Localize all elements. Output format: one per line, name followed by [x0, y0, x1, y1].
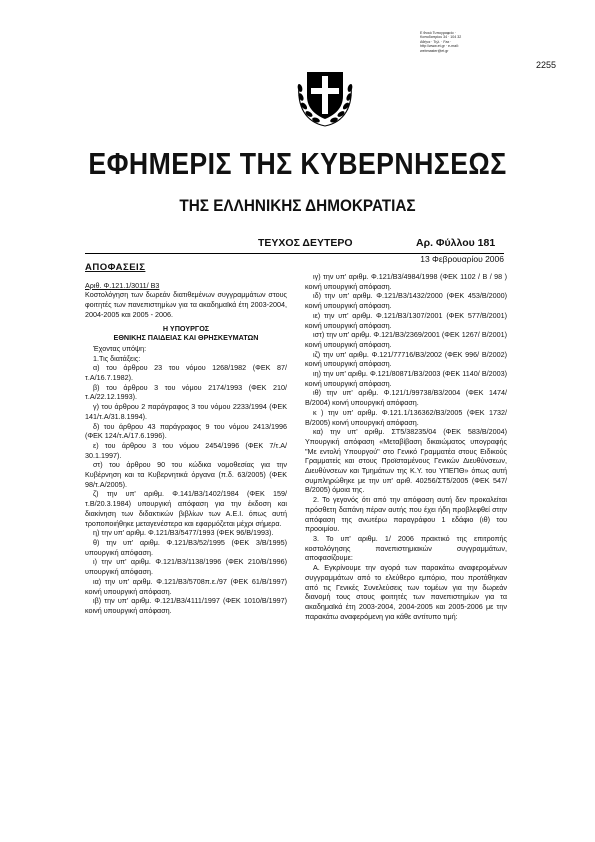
- right-paragraph: ιζ) την υπ' αριθμ. Φ.121/77716/Β3/2002 (ΦΕΚ 996/ Β/2002) κοινή υπουργική απόφαση.: [305, 349, 507, 369]
- section-heading: ΑΠΟΦΑΣΕΙΣ: [85, 262, 146, 273]
- left-paragraph: στ) του άρθρου 90 του κώδικα νομοθεσίας για την Κυβέρνηση και τα Κυβερνητικά όργανα (π.δ. 63/2005) (ΦΕΚ 98/τ.Α/2005).: [85, 460, 287, 489]
- sheet-number: [416, 237, 495, 249]
- authority-ministry: ΕΘΝΙΚΗΣ ΠΑΙΔΕΙΑΣ ΚΑΙ ΘΡΗΣΚΕΥΜΑΤΩΝ: [113, 333, 259, 343]
- right-paragraph: ιγ) την υπ' αριθμ. Φ.121/Β3/4984/1998 (ΦΕΚ 1102 / Β / 98 ) κοινή υπουργική απόφαση.: [305, 272, 507, 291]
- left-paragraph: ε) του άρθρου 3 του νόμου 2454/1996 (ΦΕΚ 7/τ.Α/ 30.1.1997).: [85, 440, 287, 460]
- gazette-title: ΕΦΗΜΕΡΙΣ ΤΗΣ ΚΥΒΕΡΝΗΣΕΩΣ: [88, 146, 507, 181]
- left-paragraph: ια) την υπ' αριθμ. Φ.121/Β3/5708π.ε./97 (ΦΕΚ 61/Β/1997) κοινή υπουργική απόφαση.: [85, 576, 287, 596]
- left-paragraph: δ) του άρθρου 43 παράγραφος 9 του νόμου 2413/1996 (ΦΕΚ 124/τ.Α/17.6.1996).: [85, 421, 287, 441]
- left-paragraph: Έχοντας υπόψη:: [93, 343, 147, 353]
- right-paragraph: ιδ) την υπ' αριθμ. Φ.121/Β3/1432/2000 (ΦΕΚ 453/Β/2000) κοινή υπουργική απόφαση.: [305, 291, 507, 311]
- left-paragraph: ζ) την υπ' αριθμ. Φ.141/Β3/1402/1984 (ΦΕΚ 159/ τ.Β/20.3.1984) υπουργική απόφαση για την έκδοση και διακίνηση των διδακτικών βιβλίων των Α.Ε.Ι. όπως αυτή τροποποιήθηκε μεταγενέστερα και εφαρμόζεται μέχρι σήμερα.: [85, 489, 287, 528]
- left-paragraph: θ) την υπ' αριθμ. Φ.121/Β3/52/1995 (ΦΕΚ 3/Β/1995) υπουργική απόφαση.: [85, 537, 287, 557]
- left-paragraph: β) του άρθρου 3 του νόμου 2174/1993 (ΦΕΚ 210/ τ.Α/22.12.1993).: [85, 382, 287, 402]
- sheet-number-value: 181: [477, 237, 496, 249]
- right-paragraph: Α. Εγκρίνουμε την αγορά των παρακάτω αναφερομένων συγγραμμάτων από το ελεύθερο εμπόριο, που προτάθηκαν από τις Γενικές Συνελεύσεις των τομέων για την δωρεάν διανομή τους στους φοιτητές των πανεπιστημίων για τα ακαδημαϊκά έτη 2003-2004, 2004-2005 και 2005-2006 με την παρακάτω αναφερόμενη για κάθε αντίτυπο τιμή:: [305, 563, 507, 621]
- left-paragraph: 1.Τις διατάξεις:: [93, 353, 141, 363]
- left-paragraph: η) την υπ' αριθμ. Φ.121/Β3/5477/1993 (ΦΕΚ 96/Β/1993).: [93, 528, 274, 538]
- right-column: [305, 272, 507, 621]
- left-paragraph: ιβ) την υπ' αριθμ. Φ.121/Β3/4111/1997 (ΦΕΚ 1010/Β/1997) κοινή υπουργική απόφαση.: [85, 596, 287, 615]
- publisher-note: Ε θνικό Τυπογραφείο · Καποδιστρίου 34 · 104 32 Αθήνα · Τηλ. · Fax · http://www.et.gr · e-mail: webmaster@et.gr: [420, 31, 462, 53]
- left-paragraph: γ) του άρθρου 2 παράγραφος 3 του νόμου 2233/1994 (ΦΕΚ 141/τ.Α/31.8.1994).: [85, 402, 287, 421]
- right-paragraph: ιη) την υπ' αριθμ. Φ.121/80871/Β3/2003 (ΦΕΚ 1140/ Β/2003) κοινή υπουργική απόφαση.: [305, 369, 507, 388]
- right-paragraph: ιθ) την υπ' αριθμ. Φ.121/1/99738/Β3/2004 (ΦΕΚ 1474/ Β/2004) κοινή υπουργική απόφαση.: [305, 388, 507, 408]
- right-paragraph: 3. Το υπ' αριθμ. 1/ 2006 πρακτικό της επιτροπής κοστολόγησης πανεπιστημιακών συγγραμμάτων, αποφασίζουμε:: [305, 533, 507, 563]
- right-paragraph: κ ) την υπ' αριθμ. Φ.121.1/136362/Β3/2005 (ΦΕΚ 1732/ Β/2005) κοινή υπουργική απόφαση.: [305, 407, 507, 427]
- right-paragraph: κα) την υπ' αριθμ. ΣΤ5/38235/04 (ΦΕΚ 583/Β/2004) Υπουργική απόφαση «Μεταβίβαση δικαιώματος υπογραφής "Με εντολή Υπουργού" στο Γενικό Γραμματέα στους Ειδικούς Γραμματείς και στους Προϊσταμένους Γενικών Διευθύνσεων, Διευθύνσεων και Τμημάτων της Κ.Υ. του ΥΠΕΠΘ» όπως αυτή συμπληρώθηκε με την υπ' αριθ. 40256/ΣΤ5/2005 (ΦΕΚ 547/Β/2005) όμοια της.: [305, 427, 507, 495]
- left-column: [85, 263, 287, 616]
- page-number: 2255: [536, 60, 557, 70]
- right-paragraph: ιε) την υπ' αριθμ. Φ.121/Β3/1307/2001 (ΦΕΚ 577/Β/2001) κοινή υπουργική απόφαση.: [305, 310, 507, 330]
- authority-title: Η ΥΠΟΥΡΓΟΣ: [162, 323, 210, 333]
- sheet-number-label: Αρ. Φύλλου: [416, 237, 475, 249]
- greek-coat-of-arms-icon: [293, 62, 357, 132]
- right-paragraph: ιστ) την υπ' αριθμ. Φ.121/Β3/2369/2001 (ΦΕΚ 1267/ Β/2001) κοινή υπουργική απόφαση.: [305, 330, 507, 349]
- left-paragraph: α) του άρθρου 23 του νόμου 1268/1982 (ΦΕΚ 87/ τ.Α/16.7.1982).: [85, 363, 287, 383]
- gazette-subtitle: ΤΗΣ ΕΛΛΗΝΙΚΗΣ ΔΗΜΟΚΡΑΤΙΑΣ: [179, 196, 416, 215]
- left-paragraph: ι) την υπ' αριθμ. Φ.121/Β3/1138/1996 (ΦΕΚ 210/Β/1996) υπουργική απόφαση.: [85, 557, 287, 577]
- right-paragraph: 2. Το γεγονός ότι από την απόφαση αυτή δεν προκαλείται πρόσθετη δαπάνη πέραν αυτής που έχει ήδη προβλεφθεί στην απόφαση της ανωτέρω παραγράφου 1 εδάφιο (ιθ) του προοιμίου.: [305, 495, 507, 534]
- decision-reference: Αριθ. Φ.121.1/3011/ Β3: [85, 280, 160, 290]
- decision-title: Κοστολόγηση των δωρεάν διατιθεμένων συγγραμμάτων στους φοιτητές των πανεπιστημίων για τα ακαδημαϊκά έτη 2003-2004, 2004-2005 και 2005 - 2006.: [85, 290, 287, 319]
- issue-date: 13 Φεβρουαρίου 2006: [420, 254, 504, 264]
- issue-type: ΤΕΥΧΟΣ ΔΕΥΤΕΡΟ: [258, 237, 353, 249]
